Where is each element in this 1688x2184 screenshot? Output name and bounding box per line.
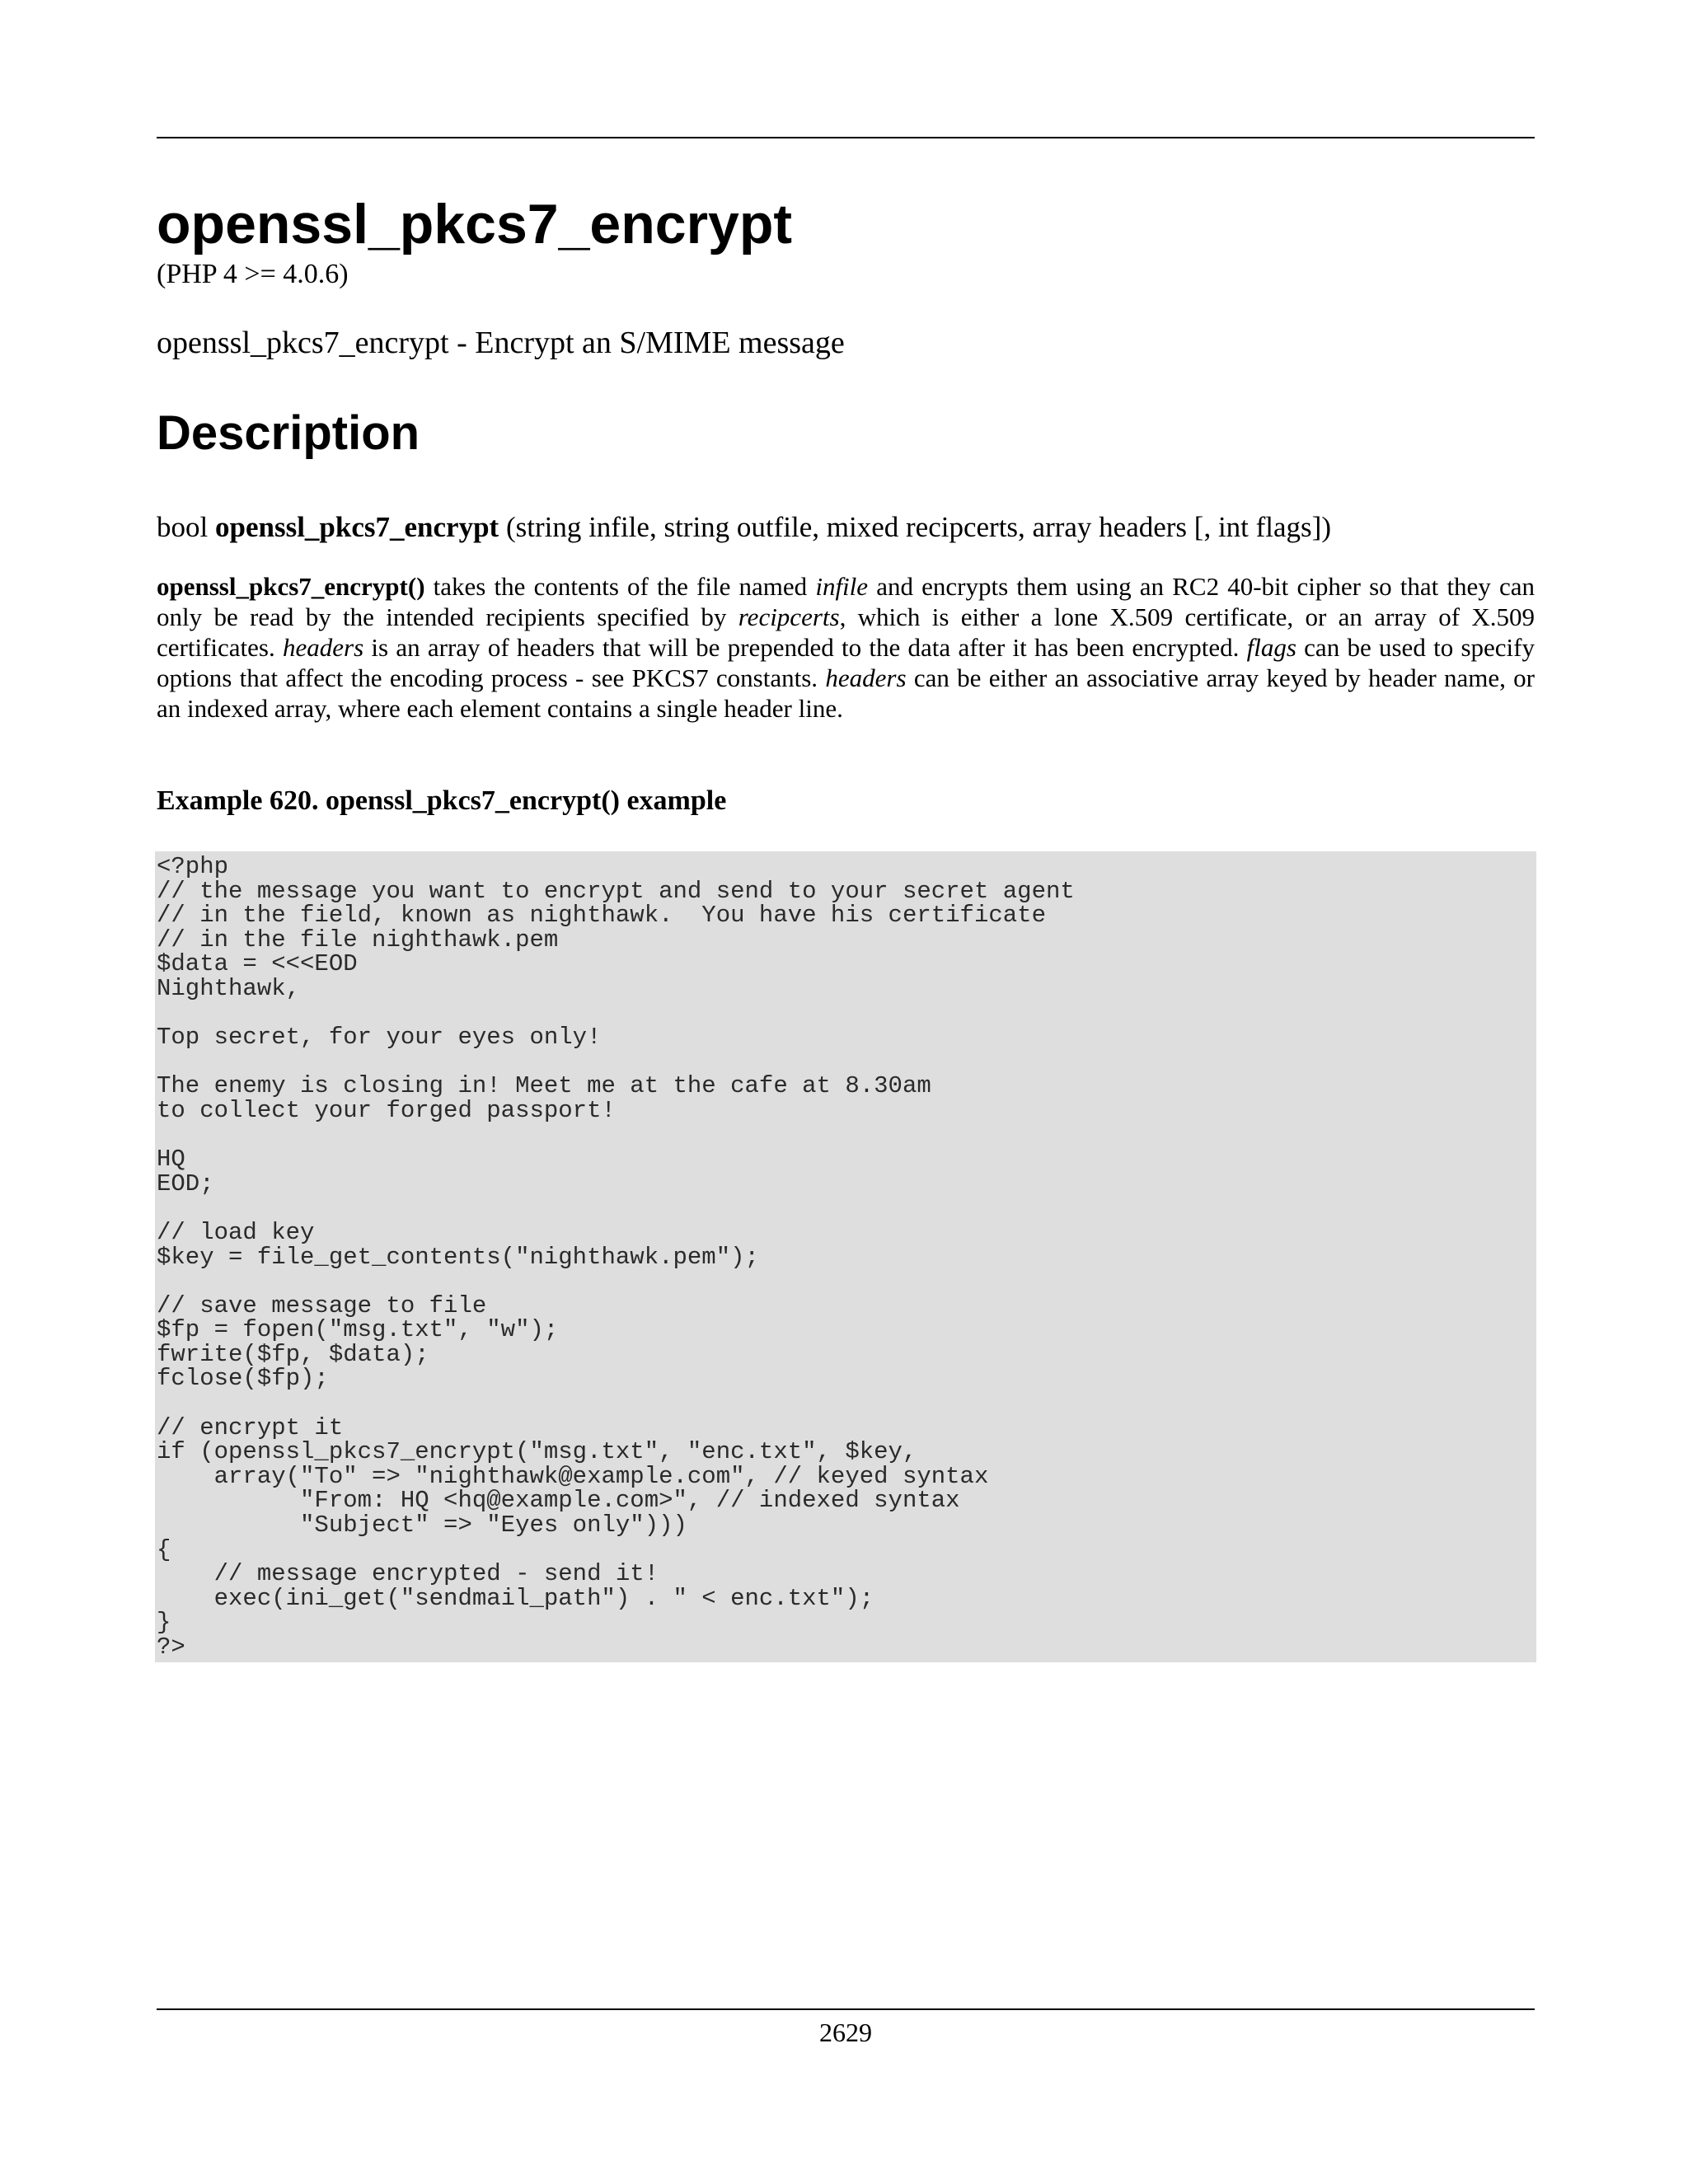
text-segment: can be either an associative array keyed by header name, or an indexed array, where each element contains a single header line. bbox=[157, 663, 1535, 723]
return-type: bool bbox=[157, 511, 209, 543]
param-infile: infile bbox=[815, 572, 869, 601]
param-recipcerts: recipcerts bbox=[738, 602, 840, 631]
text-segment: takes the contents of the file named bbox=[424, 572, 816, 601]
function-ref: openssl_pkcs7_encrypt() bbox=[157, 572, 425, 601]
manual-page bbox=[157, 0, 1535, 2184]
text-segment: , which is either a lone X.509 certificate, or an array of X.509 certificates. bbox=[157, 602, 1535, 662]
param-headers: headers bbox=[282, 633, 364, 662]
function-params: (string infile, string outfile, mixed recipcerts, array headers [, int flags]) bbox=[505, 511, 1331, 543]
description-heading: Description bbox=[157, 406, 420, 460]
example-title: Example 620. openssl_pkcs7_encrypt() example bbox=[157, 785, 727, 816]
refpurpose: openssl_pkcs7_encrypt - Encrypt an S/MIME message bbox=[157, 326, 845, 360]
footer-rule bbox=[157, 2008, 1535, 2010]
param-headers: headers bbox=[825, 663, 907, 692]
text-segment: and encrypts them using an RC2 40-bit cipher so that they can only be read by the intended recipients specified by bbox=[157, 572, 1535, 631]
header-rule bbox=[157, 137, 1535, 138]
text-segment: is an array of headers that will be prepended to the data after it has been encrypted. bbox=[363, 633, 1247, 662]
text-segment: can be used to specify options that affect the encoding process - see PKCS7 constants. bbox=[157, 633, 1535, 692]
version-info: (PHP 4 >= 4.0.6) bbox=[157, 259, 349, 289]
code-listing: <?php // the message you want to encrypt and send to your secret agent // in the field, known as nighthawk. You have his certificate // in the file nighthawk.pem $data = <<<EOD Nighthawk, Top secret, for your eyes only! The enemy is closing in! Meet me at the cafe at 8.30am to collect your forged passport! HQ EOD; // load key $key = file_get_contents("nighthawk.pem"); // save message to file $fp = fopen("msg.txt", "w"); fwrite($fp, $data); fclose($fp); // encrypt it if (openssl_pkcs7_encrypt("msg.txt", "enc.txt", $key, array("To" => "nighthawk@example.com", // keyed syntax "From: HQ <hq@example.com>", // indexed syntax "Subject" => "Eyes only"))) { // message encrypted - send it! exec(ini_get("sendmail_path") . " < enc.txt"); } ?> bbox=[155, 851, 1536, 1662]
page-title: openssl_pkcs7_encrypt bbox=[157, 193, 793, 255]
function-name: openssl_pkcs7_encrypt bbox=[214, 511, 499, 543]
function-synopsis bbox=[157, 509, 1331, 546]
description-paragraph bbox=[157, 571, 1535, 724]
page-number: 2629 bbox=[819, 2018, 872, 2047]
param-flags: flags bbox=[1246, 633, 1296, 662]
